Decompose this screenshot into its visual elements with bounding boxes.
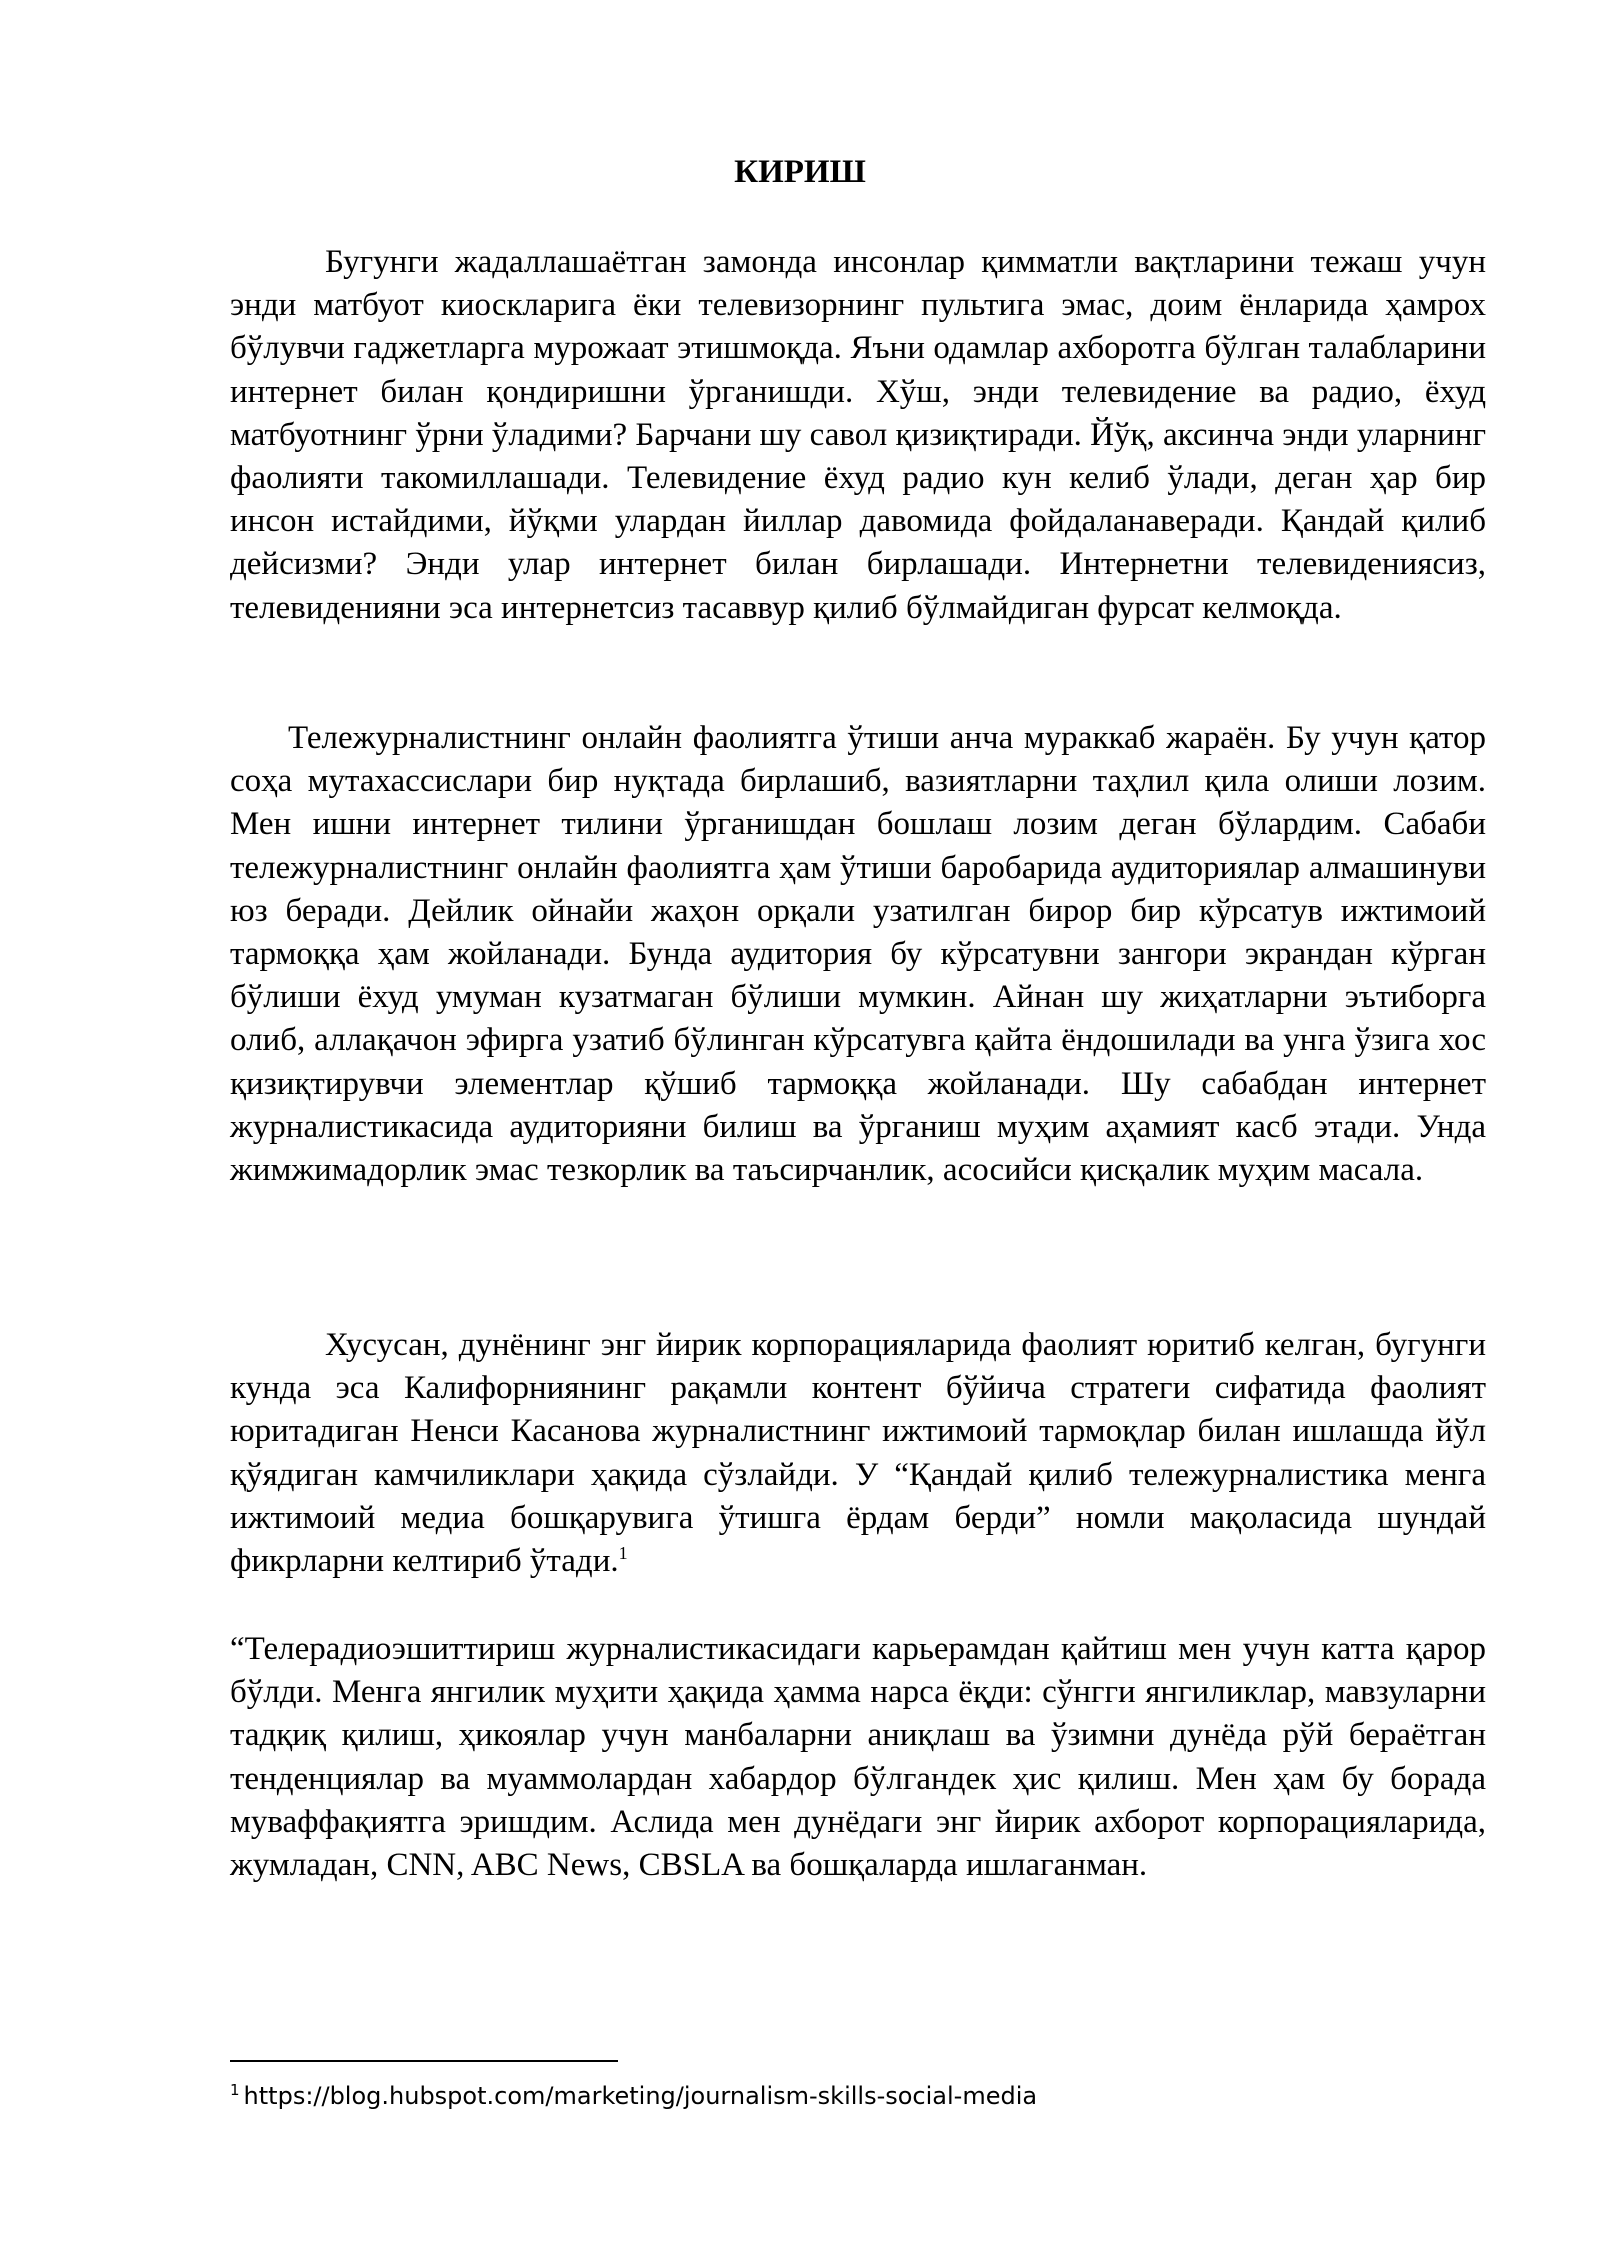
page-title: КИРИШ (734, 154, 866, 190)
footnote-number: 1 (230, 2081, 240, 2099)
footnote-separator (230, 2060, 618, 2062)
footnote (230, 2081, 1430, 2111)
paragraph-2: Тележурналистнинг онлайн фаолиятга ўтиши анча мураккаб жараён. Бу учун қатор соҳа мутахассислари бир нуқтада бирлашиб, вазиятларни таҳлил қила олиши лозим. Мен ишни интернет тилини ўрганишдан бошлаш лозим деган бўлардим. Сабаби тележурналистнинг онлайн фаолиятга ҳам ўтиши баробарида аудиториялар алмашинуви юз беради. Дейлик ойнайи жаҳон орқали узатилган бирор бир кўрсатув ижтимоий тармоққа ҳам жойланади. Бунда аудитория бу кўрсатувни зангори экрандан кўрган бўлиши ёхуд умуман кузатмаган бўлиши мумкин. Айнан шу жиҳатларни эътиборга олиб, аллақачон эфирга узатиб бўлинган кўрсатувга қайта ёндошилади ва унга ўзига хос қизиқтирувчи элементлар қўшиб тармоққа жойланади. Шу сабабдан интернет журналистикасида аудиторияни билиш ва ўрганиш муҳим аҳамият касб этади. Унда жимжимадорлик эмас тезкорлик ва таъсирчанлик, асосийси қисқалик муҳим масала. (230, 720, 1486, 1189)
paragraph-3-text: Хусусан, дунёнинг энг йирик корпорацияларида фаолият юритиб келган, бугунги кунда эса Калифорниянинг рақамли контент бўйича стратеги сифатида фаолият юритадиган Ненси Касанова журналистнинг ижтимоий тармоқлар билан ишлашда йўл қўядиган камчиликлари ҳақида сўзлайди. У “Қандай қилиб тележурналистика менга ижтимоий медиа бошқарувига ўтишга ёрдам берди” номли мақоласида шундай фикрларни келтириб ўтади. (230, 1327, 1486, 1580)
footnote-link[interactable]: https://blog.hubspot.com/marketing/journalism-skills-social-media (243, 2082, 1038, 2110)
paragraph-1: Бугунги жадаллашаётган замонда инсонлар қимматли вақтларини тежаш учун энди матбуот киоскларига ёки телевизорнинг пультига эмас, доим ёнларида ҳамрох бўлувчи гаджетларга мурожаат этишмоқда. Яъни одамлар ахборотга бўлган талабларини интернет билан қондиришни ўрганишди. Хўш, энди телевидение ва радио, ёхуд матбуотнинг ўрни ўладими? Барчани шу савол қизиқтиради. Йўқ, аксинча энди уларнинг фаолияти такомиллашади. Телевидение ёхуд радио кун келиб ўлади, деган ҳар бир инсон истайдими, йўқми улардан йиллар давомида фойдаланаверади. Қандай қилиб дейсизми? Энди улар интернет билан бирлашади. Интернетни телевидениясиз, телевиденияни эса интернетсиз тасаввур қилиб бўлмайдиган фурсат келмоқда. (230, 244, 1486, 626)
paragraph-4-quote: “Телерадиоэшиттириш журналистикасидаги карьерамдан қайтиш мен учун катта қарор бўлди. Менга янгилик муҳити ҳақида ҳамма нарса ёқди: сўнгги янгиликлар, мавзуларни тадқиқ қилиш, ҳикоялар учун манбаларни аниқлаш ва ўзимни дунёда рўй бераётган тенденциялар ва муаммолардан хабардор бўлгандек ҳис қилиш. Мен ҳам бу борада муваффақиятга эришдим. Аслида мен дунёдаги энг йирик ахборот корпорацияларида, жумладан, CNN, ABC News, CBSLA ва бошқаларда ишлаганман. (230, 1631, 1486, 1884)
paragraph-3 (230, 1324, 1486, 1583)
footnote-reference[interactable]: 1 (618, 1543, 628, 1564)
